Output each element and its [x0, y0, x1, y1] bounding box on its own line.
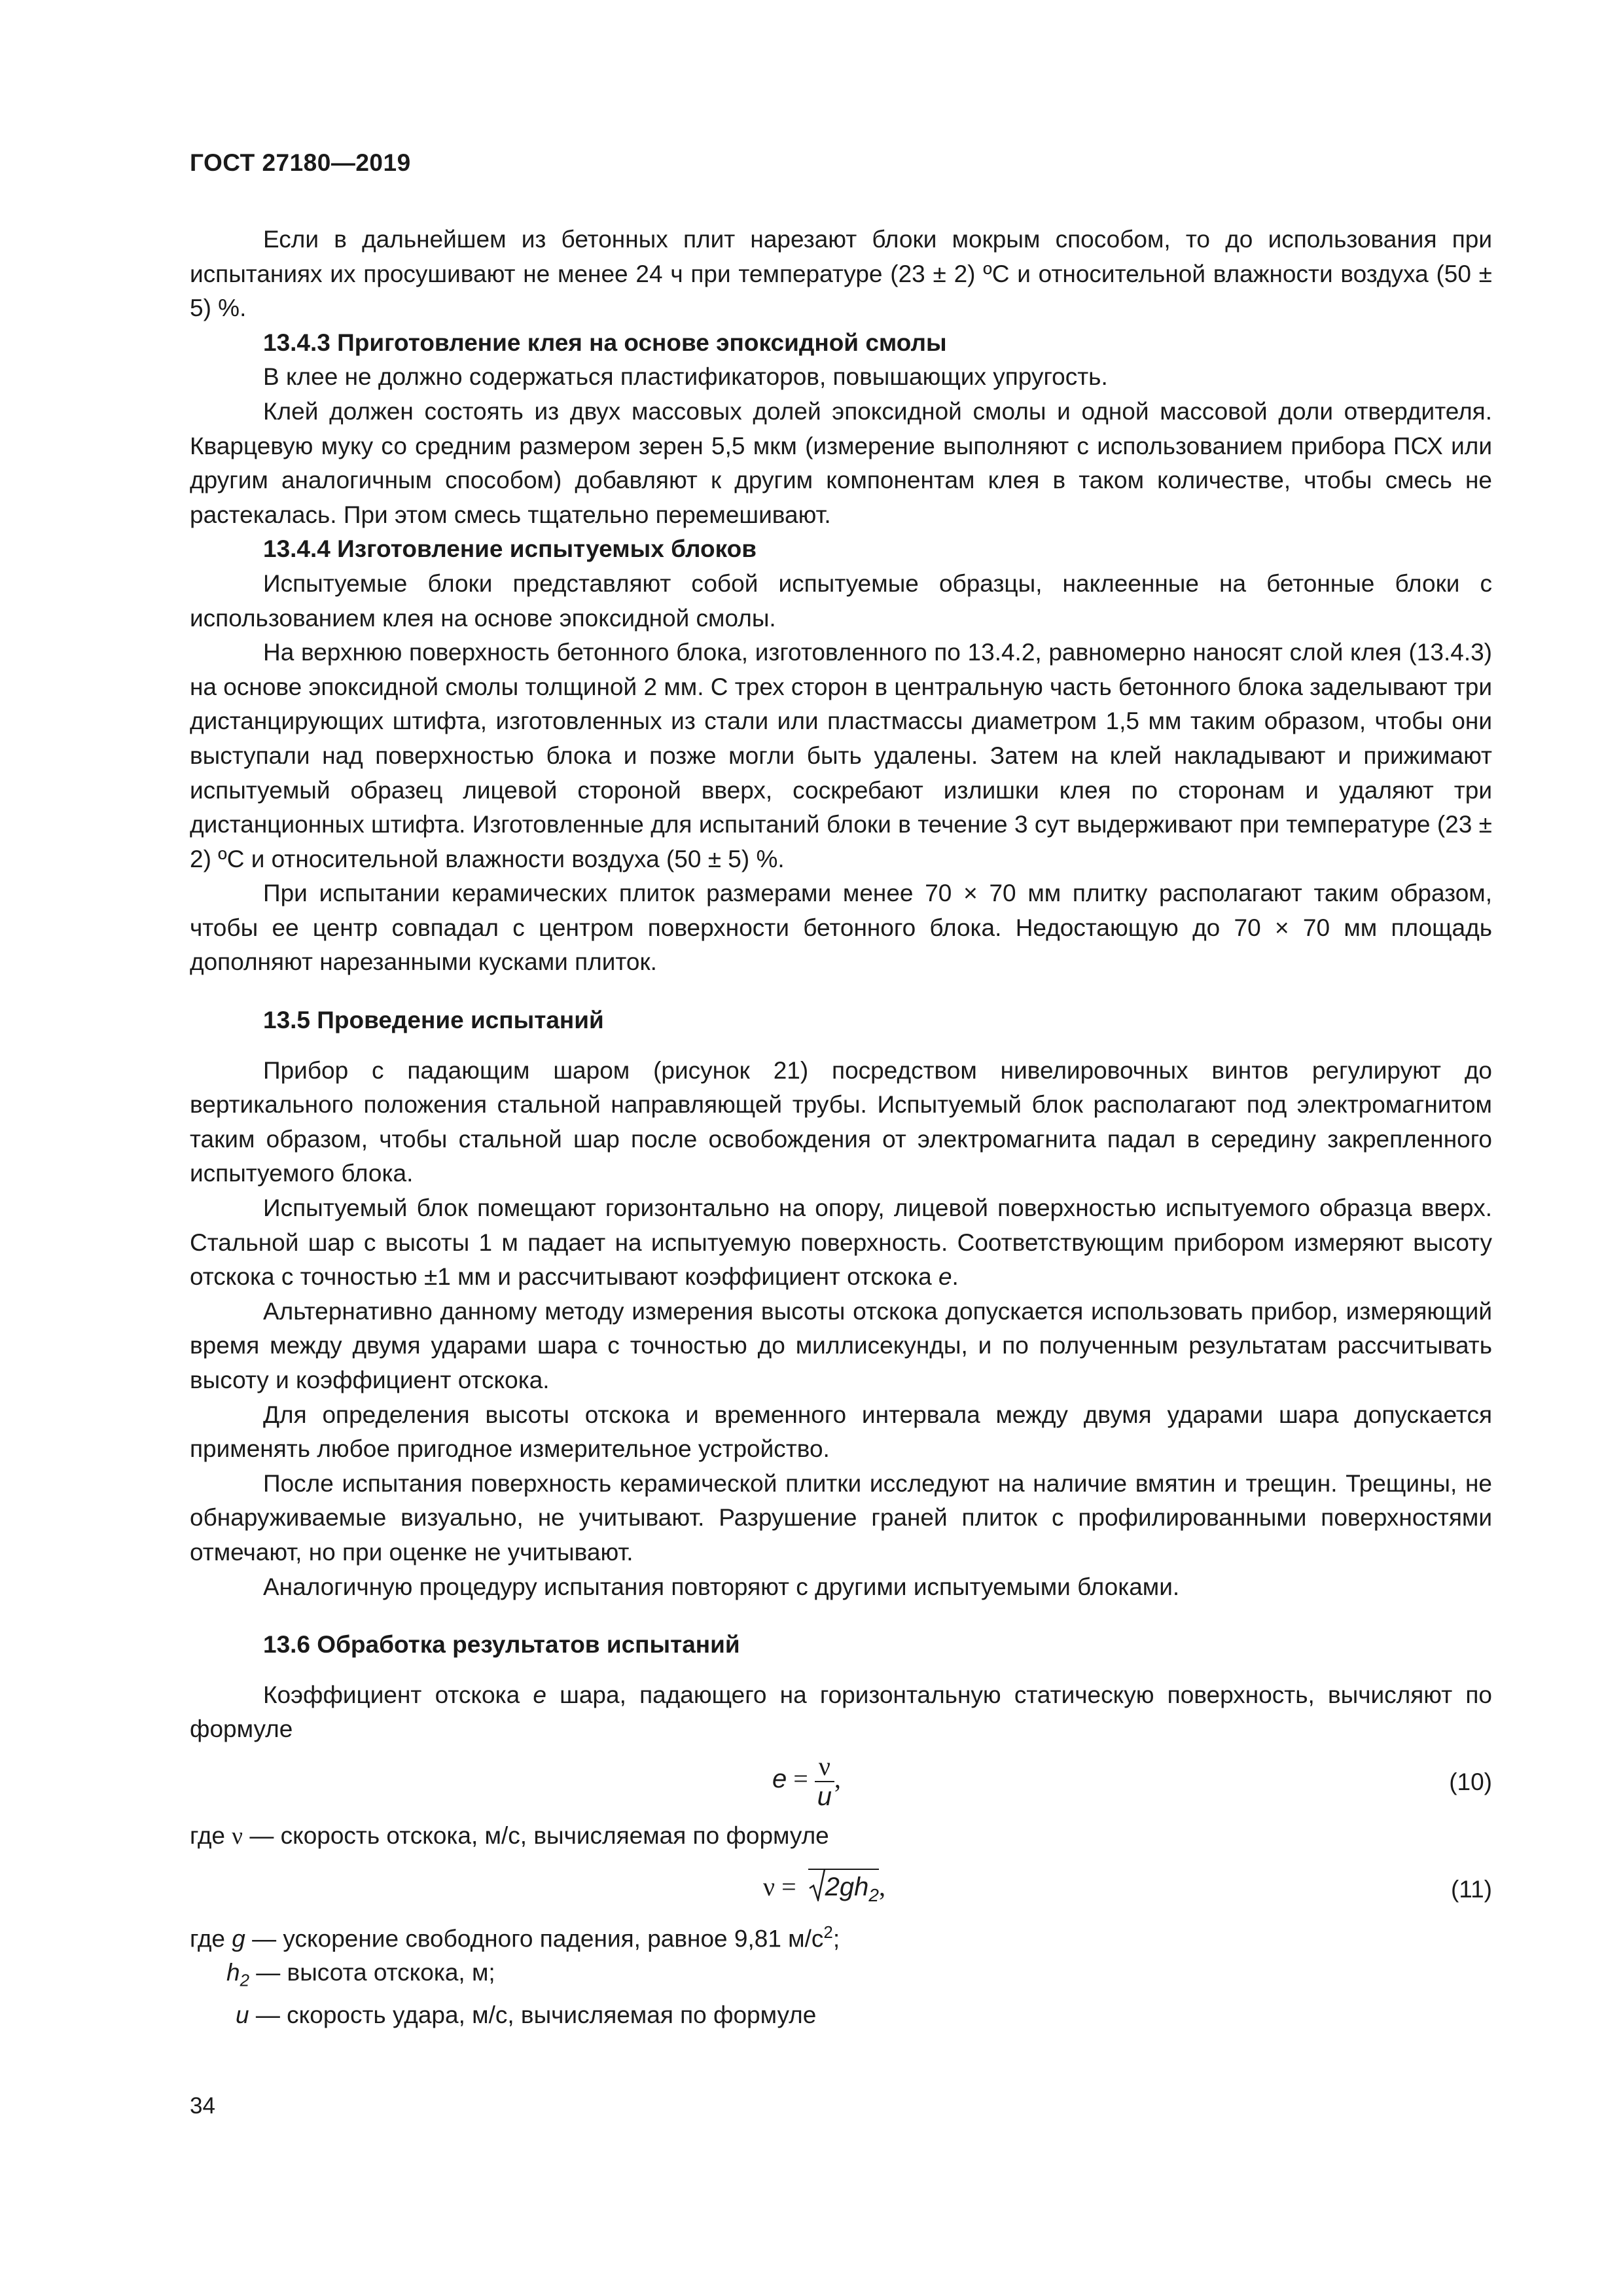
- subsection-heading-13-4-3: 13.4.3 Приготовление клея на основе эпоксидной смолы: [263, 329, 947, 356]
- definition-text: — высота отскока, м;: [256, 1959, 495, 1986]
- definition-line: [190, 1916, 1492, 1956]
- paragraph: При испытании керамических плиток размерами менее 70 × 70 мм плитку располагают таким образом, чтобы ее центр совпадал с центром поверхности бетонного блока. Недостающую до 70 × 70 мм площадь дополняют нарезанными кусками плиток.: [190, 880, 1492, 976]
- section-heading-13-5: 13.5 Проведение испытаний: [263, 1007, 604, 1034]
- document-body: [190, 223, 1492, 2033]
- paragraph: Прибор с падающим шаром (рисунок 21) посредством нивелировочных винтов регулируют до вертикального положения стальной направляющей трубы. Испытуемый блок располагают под электромагнитом таким образом, чтобы стальной шар после освобождения от электромагнита падал в середину закрепленного испытуемого блока.: [190, 1056, 1492, 1187]
- formula-11: [190, 1854, 1492, 1910]
- paragraph: Для определения высоты отскока и временного интервала между двумя ударами шара допускается применять любое пригодное измерительное устройство.: [190, 1401, 1492, 1463]
- formula-10: [190, 1747, 1492, 1819]
- document-code-header: ГОСТ 27180—2019: [190, 149, 411, 176]
- definition-text: — скорость удара, м/с, вычисляемая по формуле: [255, 2001, 817, 2029]
- variable-h-main: h: [226, 1959, 240, 1986]
- paragraph: На верхнюю поверхность бетонного блока, изготовленного по 13.4.2, равномерно наносят слой клея (13.4.3) на основе эпоксидной смолы толщиной 2 мм. С трех сторон в центральную часть бетонного блока заделывают три дистанцирующих штифта, изготовленных из стали или пластмассы диаметром 1,5 мм таким образом, чтобы они выступали над поверхностью блока и позже могли быть удалены. Затем на клей накладывают и прижимают испытуемый образец лицевой стороной вверх, соскребают излишки клея по сторонам и удаляют три дистанционных штифта. Изготовленные для испытаний блоки в течение 3 сут выдерживают при температуре (23 ± 2) ºС и относительной влажности воздуха (50 ± 5) %.: [190, 639, 1492, 872]
- variable-u: u: [236, 2001, 249, 2029]
- radical-sign-icon: [808, 1869, 825, 1901]
- radicand-main: 2gh: [825, 1872, 869, 1901]
- page-number: 34: [190, 2093, 215, 2119]
- equation-number: (11): [1450, 1875, 1492, 1903]
- definition-prefix: где: [190, 1821, 226, 1849]
- variable-e: e: [533, 1681, 546, 1708]
- subsection-heading-13-4-4: 13.4.4 Изготовление испытуемых блоков: [263, 535, 757, 563]
- variable-v: ν: [232, 1822, 243, 1850]
- paragraph: В клее не должно содержаться пластификаторов, повышающих упругость.: [263, 363, 1108, 391]
- paragraph: Если в дальнейшем из бетонных плит нарезают блоки мокрым способом, то до использования при испытаниях их просушивают не менее 24 ч при температуре (23 ± 2) ºС и относительной влажности воздуха (50 ± 5) %.: [190, 226, 1492, 322]
- radicand: [825, 1872, 879, 1905]
- paragraph-text: шара, падающего на горизонтальную статическую поверхность, вычисляют по формуле: [190, 1681, 1493, 1743]
- superscript: 2: [823, 1923, 833, 1942]
- formula-trail: ,: [834, 1764, 841, 1794]
- definition-text: — скорость отскока, м/с, вычисляемая по формуле: [249, 1821, 829, 1849]
- formula-expression: [763, 1869, 885, 1913]
- definition-prefix: где: [190, 1924, 226, 1952]
- paragraph-text: Испытуемый блок помещают горизонтально на опору, лицевой поверхностью испытуемого образца вверх. Стальной шар с высоты 1 м падает на испытуемую поверхность. Соответствующим прибором измеряют высоту отскока с точностью ±1 мм и рассчитывают коэффициент отскока: [190, 1194, 1492, 1291]
- variable-e: e: [938, 1263, 952, 1291]
- definition-line: [190, 1819, 1492, 1854]
- formula-trail: ,: [878, 1871, 885, 1901]
- paragraph: [190, 1191, 1492, 1295]
- variable-h: [226, 1959, 249, 1990]
- variable-h-subscript: 2: [240, 1971, 249, 1990]
- paragraph: Испытуемые блоки представляют собой испытуемые образцы, наклеенные на бетонные блоки с использованием клея на основе эпоксидной смолы.: [190, 569, 1492, 632]
- paragraph-text: Коэффициент отскока: [263, 1681, 520, 1708]
- definition-text: — ускорение свободного падения, равное 9,81 м/с: [252, 1924, 824, 1952]
- formula-lhs: ν: [763, 1871, 776, 1901]
- radicand-subscript: 2: [868, 1884, 879, 1905]
- formula-fraction: [815, 1752, 834, 1811]
- formula-equals: =: [793, 1764, 808, 1794]
- formula-lhs: e: [772, 1765, 787, 1794]
- formula-equals: =: [781, 1871, 796, 1901]
- paragraph: После испытания поверхность керамической плитки исследуют на наличие вмятин и трещин. Трещины, не обнаруживаемые визуально, не учитывают. Разрушение граней плиток с профилированными поверхностями отмечают, но при оценке не учитывают.: [190, 1469, 1492, 1566]
- formula-expression: [772, 1752, 841, 1811]
- punctuation: .: [952, 1263, 959, 1291]
- square-root: [808, 1869, 879, 1913]
- paragraph: Альтернативно данному методу измерения высоты отскока допускается использовать прибор, измеряющий время между двумя ударами шара с точностью до миллисекунды, и по полученным результатам рассчитывать высоту и коэффициент отскока.: [190, 1297, 1492, 1393]
- variable-g: g: [232, 1924, 245, 1952]
- section-heading-13-6: 13.6 Обработка результатов испытаний: [263, 1631, 740, 1659]
- punctuation: ;: [832, 1924, 840, 1952]
- document-page: [190, 0, 1492, 2296]
- definition-line: [190, 1956, 1492, 1998]
- paragraph: [190, 1678, 1492, 1747]
- paragraph: Клей должен состоять из двух массовых долей эпоксидной смолы и одной массовой доли отвердителя. Кварцевую муку со средним размером зерен 5,5 мкм (измерение выполняют с использованием прибора ПСХ или другим аналогичным способом) добавляют к другим компонентам клея в таком количестве, чтобы смесь не растекалась. При этом смесь тщательно перемешивают.: [190, 397, 1492, 528]
- fraction-denominator: u: [817, 1782, 832, 1811]
- equation-number: (10): [1449, 1768, 1492, 1795]
- fraction-numerator: ν: [815, 1752, 834, 1782]
- paragraph: Аналогичную процедуру испытания повторяют с другими испытуемыми блоками.: [263, 1573, 1180, 1600]
- definition-line: [190, 1998, 1492, 2033]
